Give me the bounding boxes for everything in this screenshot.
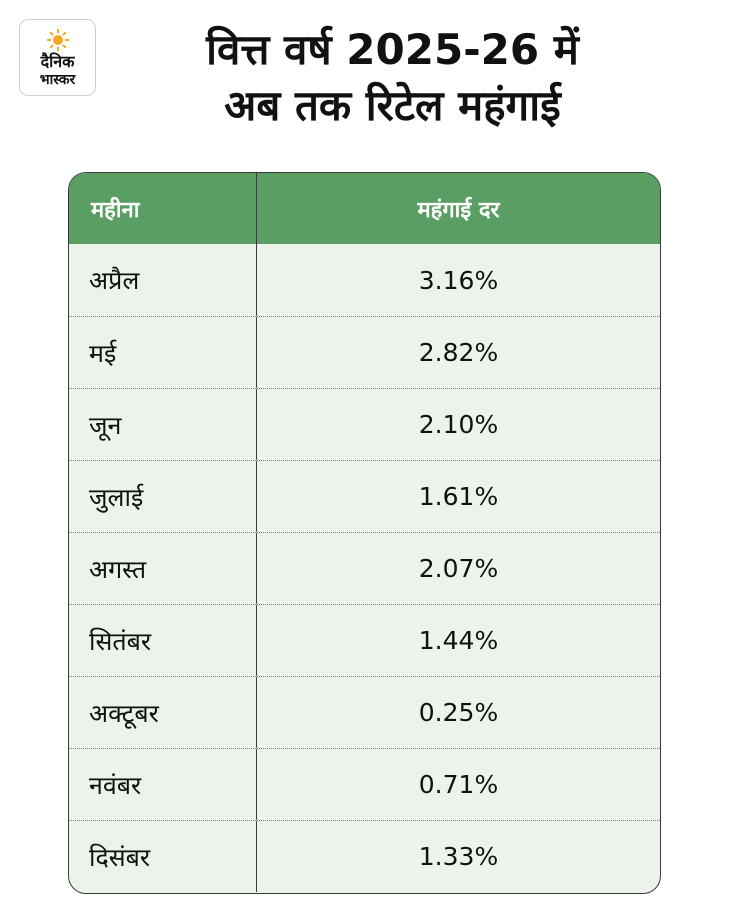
table-row [69,820,660,892]
rate-cell: 1.44% [418,626,499,655]
table-row [69,244,660,316]
title-line1: वित्त वर्ष 2025-26 में [206,25,579,74]
rate-cell: 2.07% [418,554,499,583]
table-row [69,748,660,820]
month-cell: मई [69,317,257,388]
rate-cell: 1.33% [418,842,499,871]
table-row [69,676,660,748]
brand-logo [19,19,96,96]
table-row [69,460,660,532]
table-row [69,316,660,388]
rate-cell: 2.82% [418,338,499,367]
rate-cell: 2.10% [418,410,499,439]
table-row [69,532,660,604]
rate-cell: 1.61% [418,482,499,511]
sun-icon [47,29,69,51]
table-row [69,388,660,460]
month-cell: दिसंबर [69,821,257,892]
month-cell: अक्टूबर [69,677,257,748]
title-line2: अब तक रिटेल महंगाई [224,81,561,130]
month-cell: नवंबर [69,749,257,820]
logo-text-line1: दैनिक [40,52,75,71]
month-cell: जून [69,389,257,460]
column-header-month: महीना [69,173,257,244]
month-cell: अगस्त [69,533,257,604]
inflation-table [68,172,661,894]
month-cell: अप्रैल [69,244,257,316]
month-cell: जुलाई [69,461,257,532]
rate-cell: 0.25% [418,698,499,727]
rate-cell: 3.16% [418,265,499,295]
rate-cell: 0.71% [418,770,499,799]
month-cell: सितंबर [69,605,257,676]
column-header-rate: महंगाई दर [417,197,500,223]
page-title [95,22,690,134]
logo-text-line2: भास्कर [39,72,76,88]
table-header [69,173,660,244]
table-row [69,604,660,676]
